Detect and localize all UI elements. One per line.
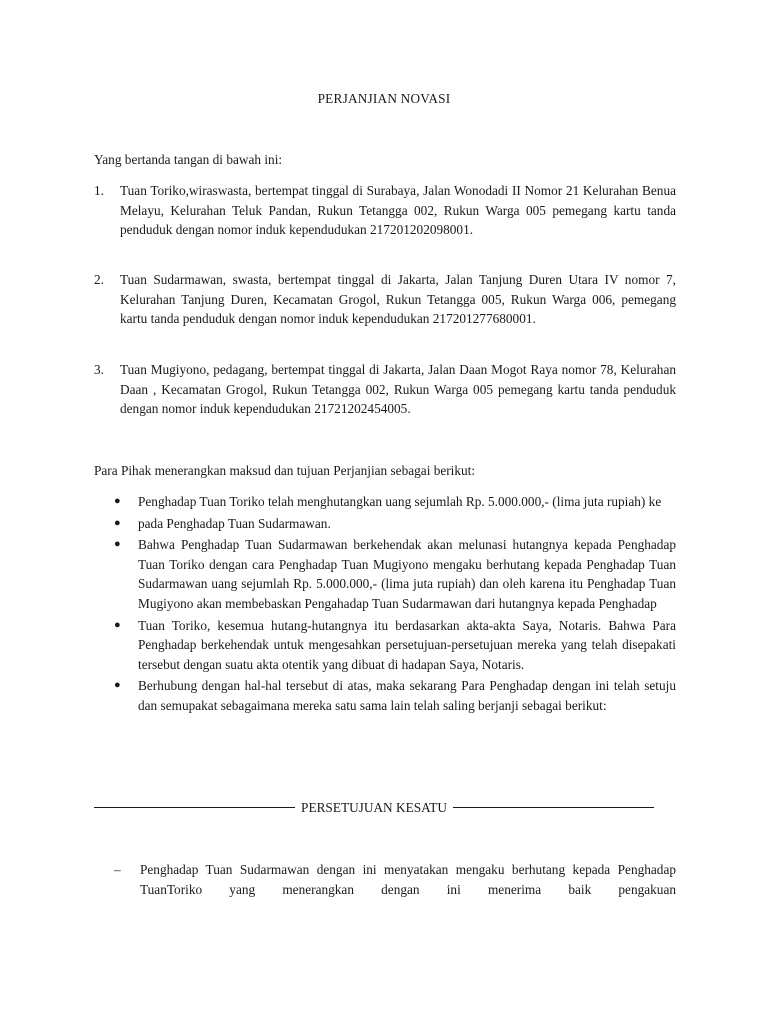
list-item-text: Berhubung dengan hal-hal tersebut di atas, maka sekarang Para Penghadap dengan ini telah setuju dan semupakat sebagaimana mereka satu sama lain telah saling berjanji sebagai berikut: (138, 678, 676, 713)
party-number: 2. (94, 272, 104, 287)
party-text: Tuan Toriko,wiraswasta, bertempat tinggal di Surabaya, Jalan Wonodadi II Nomor 21 Kelurahan Benua Melayu, Kelurahan Teluk Pandan, Rukun Tetangga 002, Rukun Warga 005 pemegang kartu tanda penduduk dengan nomor induk kependudukan 217201202098001. (120, 183, 676, 238)
bullet-icon: ● (114, 618, 121, 631)
purpose-intro: Para Pihak menerangkan maksud dan tujuan Perjanjian sebagai berikut: (94, 463, 476, 478)
agreement-item (94, 860, 676, 899)
list-item-text: Tuan Toriko, kesemua hutang-hutangnya itu berdasarkan akta-akta Saya, Notaris. Bahwa Para Penghadap berkehendak untuk mengesahkan persetujuan-persetujuan mereka yang telah disepakati tersebut dengan suatu akta otentik yang dibuat di hadapan Saya, Notaris. (138, 617, 676, 672)
list-item-text: pada Penghadap Tuan Sudarmawan. (138, 515, 331, 531)
bullet-icon: ● (114, 679, 121, 692)
list-item (94, 676, 676, 715)
party-number: 1. (94, 183, 104, 198)
list-item-text: Penghadap Tuan Toriko telah menghutangkan uang sejumlah Rp. 5.000.000,- (lima juta rupiah) ke (138, 494, 662, 509)
list-item (94, 514, 676, 534)
party-text: Tuan Mugiyono, pedagang, bertempat tinggal di Jakarta, Jalan Daan Mogot Raya nomor 78, Kelurahan Daan , Kecamatan Grogol, Rukun Tetangga 002, Rukun Warga 005 pemegang kartu tanda penduduk dengan nomor induk kependudukan 21721202454005. (120, 362, 676, 417)
bullet-icon: ● (114, 495, 121, 507)
divider-right (453, 807, 654, 808)
purpose-list (94, 492, 676, 718)
list-item (94, 616, 676, 675)
bullet-icon: ● (114, 516, 121, 529)
party-text: Tuan Sudarmawan, swasta, bertempat tinggal di Jakarta, Jalan Tanjung Duren Utara IV nomor 7, Kelurahan Tanjung Duren, Kecamatan Grogol, Rukun Tetangga 005, Rukun Warga 006, pemegang kartu tanda penduduk dengan nomor induk kependudukan 217201277680001. (120, 272, 676, 327)
document-title: PERJANJIAN NOVASI (317, 91, 451, 106)
intro-text: Yang bertanda tangan di bawah ini: (94, 152, 283, 167)
list-item-text: Bahwa Penghadap Tuan Sudarmawan berkehendak akan melunasi hutangnya kepada Penghadap Tuan Toriko dengan cara Penghadap Tuan Mugiyono mengaku berhutang kepada Penghadap Tuan Sudarmawan uang sejumlah Rp. 5.000.000,- (lima juta rupiah) dan oleh karena itu Penghadap Tuan Mugiyono akan membebaskan Pengahadap Tuan Sudarmawan dari hutangnya kepada Penghadap (138, 537, 676, 611)
party-item-1 (94, 181, 676, 240)
list-item (94, 492, 676, 512)
bullet-icon: ● (114, 538, 121, 551)
section-heading-text: PERSETUJUAN KESATU (301, 800, 447, 815)
divider-left (94, 807, 295, 808)
party-item-3 (94, 360, 676, 419)
agreement-item-text: Penghadap Tuan Sudarmawan dengan ini menyatakan mengaku berhutang kepada Penghadap TuanToriko yang menerangkan dengan ini menerima baik pengakuan (140, 862, 676, 897)
party-number: 3. (94, 362, 104, 377)
party-item-2 (94, 270, 676, 329)
list-item (94, 535, 676, 613)
section-heading (94, 798, 654, 818)
dash-marker: – (114, 862, 121, 877)
